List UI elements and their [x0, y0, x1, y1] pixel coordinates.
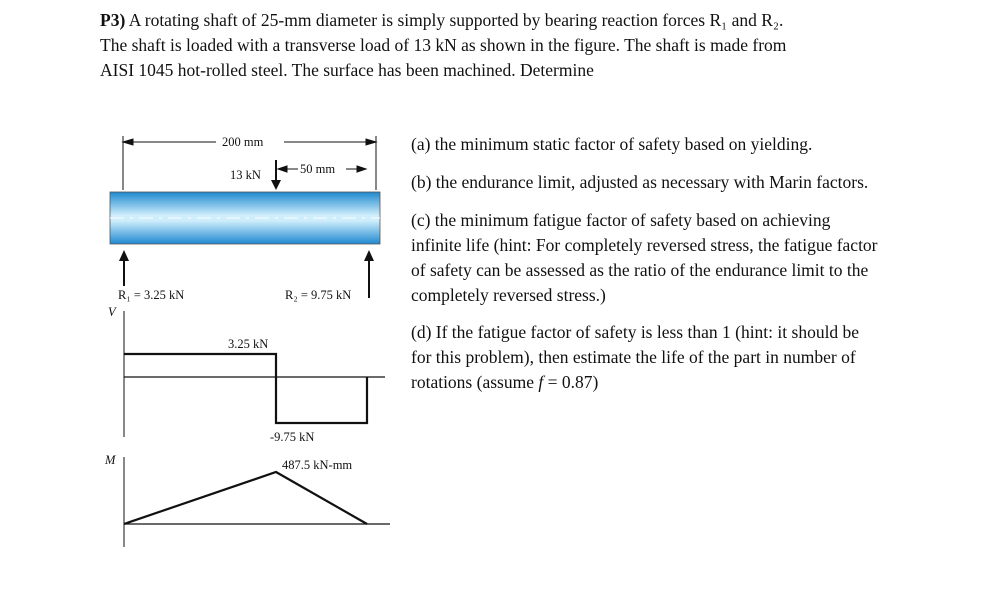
- question-d-variable: f: [538, 372, 544, 392]
- load-label: 13 kN: [230, 168, 261, 182]
- question-d-text: (d) If the fatigue factor of safety is less than 1 (hint: it should be for this problem), then estimate the life of the part in number of rotations (assume: [411, 322, 860, 392]
- shear-negative-label: -9.75 kN: [270, 430, 315, 444]
- span-label: 200 mm: [222, 135, 264, 149]
- shear-diagram: [124, 311, 385, 437]
- offset-label: 50 mm: [300, 162, 336, 176]
- moment-axis-label: M: [105, 453, 116, 467]
- r1-arrow: [119, 250, 129, 286]
- problem-line-3: AISI 1045 hot-rolled steel. The surface has been machined. Determine: [100, 60, 594, 80]
- r1-label: R₁ = 3.25 kN: [118, 288, 185, 302]
- question-c: (c) the minimum fatigue factor of safety based on achieving infinite life (hint: For completely reversed stress, the fatigue factor of safety can be assessed as the ratio of the endurance limit to the completely reversed stress.): [411, 210, 878, 305]
- shear-axis-label: V: [108, 305, 116, 319]
- problem-line-2: The shaft is loaded with a transverse load of 13 kN as shown in the figure. The shaft is made from: [100, 35, 787, 55]
- problem-tag: P3): [100, 10, 126, 30]
- r2-arrow: [364, 250, 374, 298]
- load-arrow: [271, 160, 281, 190]
- problem-line-1-text: A rotating shaft of 25-mm diameter is simply supported by bearing reaction forces R₁ and R₂.: [125, 10, 784, 30]
- moment-max-label: 487.5 kN-mm: [282, 458, 353, 472]
- question-a: (a) the minimum static factor of safety based on yielding.: [411, 134, 813, 154]
- r2-label: R₂ = 9.75 kN: [285, 288, 352, 302]
- question-b: (b) the endurance limit, adjusted as necessary with Marin factors.: [411, 172, 869, 192]
- question-d-value: = 0.87): [543, 372, 599, 392]
- shear-positive-label: 3.25 kN: [228, 337, 269, 351]
